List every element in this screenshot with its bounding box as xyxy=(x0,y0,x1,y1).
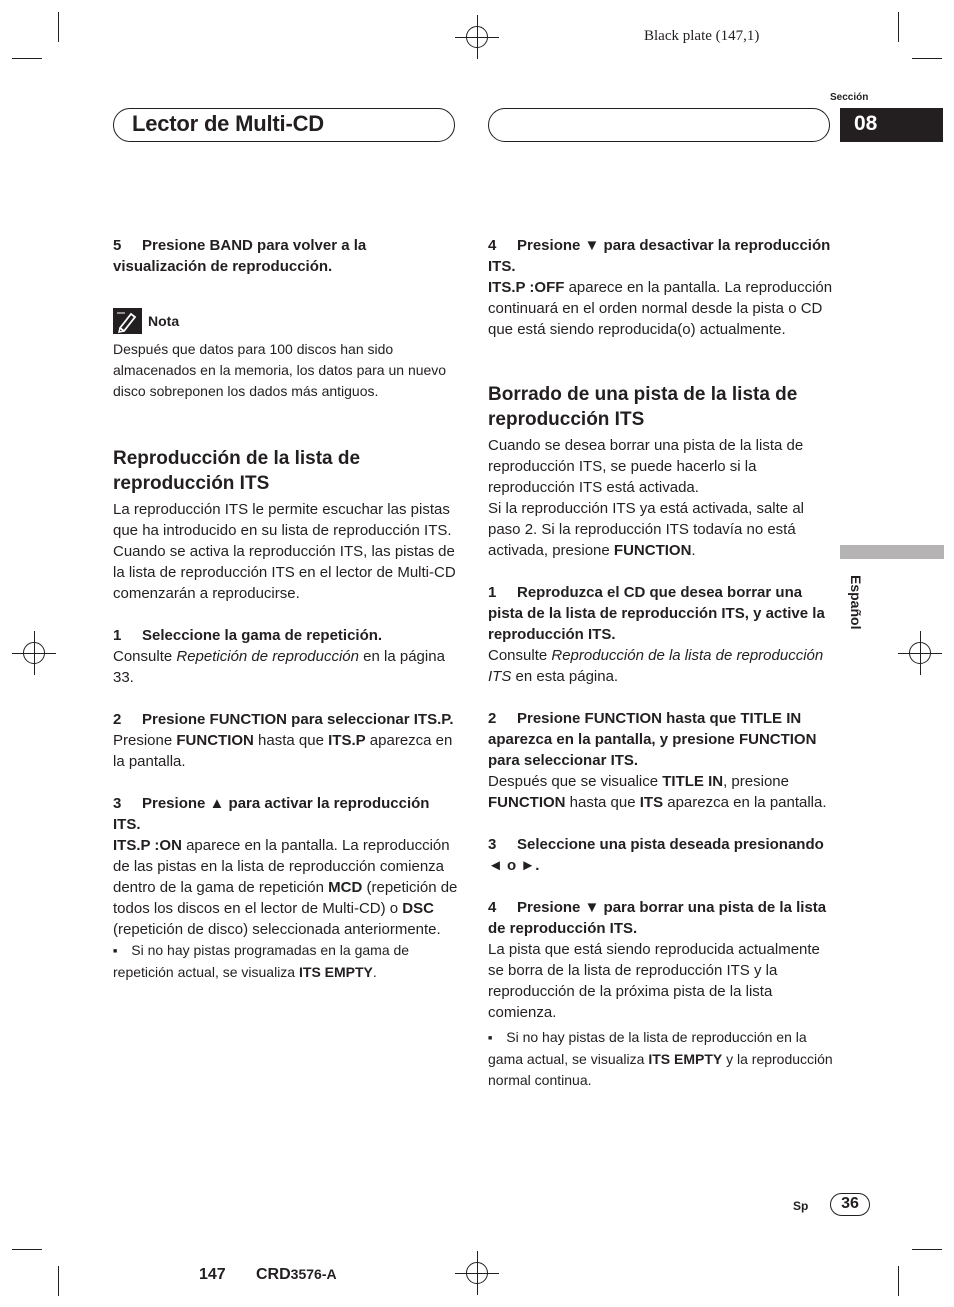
delete-intro-b: Si la reproducción ITS ya está activada, salte al paso 2. Si la reproducción ITS todavía no está activada, presione FUNCTION. xyxy=(488,500,804,559)
note-header xyxy=(113,308,459,334)
step-2: 2 Presione FUNCTION para seleccionar ITS.P. xyxy=(113,711,454,728)
step-2-body: Presione FUNCTION hasta que ITS.P aparezca en la pantalla. xyxy=(113,732,453,770)
delete-step-3: 3 Seleccione una pista deseada presionando ◄ o ►. xyxy=(488,836,824,874)
crop-mark xyxy=(12,1249,42,1250)
delete-step-1-body: Consulte Reproducción de la lista de reproducción ITS en esta página. xyxy=(488,647,824,685)
plate-page-number: 147 xyxy=(199,1266,226,1283)
crop-mark xyxy=(912,1249,942,1250)
language-tab-label: Español xyxy=(848,575,864,630)
model-code: CRD3576-A xyxy=(256,1266,337,1283)
section-number: 08 xyxy=(840,108,943,142)
page-number: 36 xyxy=(830,1193,870,1216)
crop-mark xyxy=(898,12,899,42)
step-1-body: Consulte Repetición de reproducción en la página 33. xyxy=(113,648,445,686)
step-1: 1 Seleccione la gama de repetición. xyxy=(113,627,383,644)
delete-intro-a: Cuando se desea borrar una pista de la lista de reproducción ITS, se puede hacerlo si la reproducción ITS está activada. xyxy=(488,437,804,496)
section-label: Sección xyxy=(830,92,869,103)
intro-paragraph: La reproducción ITS le permite escuchar las pistas que ha introducido en su lista de reproducción ITS. Cuando se activa la reproducción ITS, las pistas de la lista de reproducción ITS en el lector de Multi-CD comenzarán a reproducirse. xyxy=(113,501,456,602)
plate-label: Black plate (147,1) xyxy=(644,28,760,44)
left-column xyxy=(113,235,459,983)
crop-mark xyxy=(898,1266,899,1296)
language-tab-bar xyxy=(840,545,944,559)
header-pill-right xyxy=(488,108,830,142)
delete-step-4: 4 Presione ▼ para borrar una pista de la lista de reproducción ITS. xyxy=(488,899,827,937)
step-5: 5 Presione BAND para volver a la visualización de reproducción. xyxy=(113,237,367,275)
delete-step-2-body: Después que se visualice TITLE IN, presione FUNCTION hasta que ITS aparezca en la pantalla. xyxy=(488,773,827,811)
registration-mark-right xyxy=(898,631,942,675)
pencil-note-icon xyxy=(113,308,142,334)
step-3: 3 Presione ▲ para activar la reproducción ITS. xyxy=(113,795,430,833)
registration-mark-left xyxy=(12,631,56,675)
note-label: Nota xyxy=(148,312,180,329)
chapter-title: Lector de Multi-CD xyxy=(132,111,324,136)
crop-mark xyxy=(912,58,942,59)
section-heading: Reproducción de la lista de reproducción ITS xyxy=(113,448,361,494)
step-3-body: ITS.P :ON aparece en la pantalla. La reproducción de las pistas en la lista de reproducción comienza dentro de la gama de repetición MCD (repetición de todos los discos en el lector de Multi-CD) o DSC (repetición de disco) seleccionada anteriormente. xyxy=(113,837,458,938)
crop-mark xyxy=(58,12,59,42)
delete-step-2: 2 Presione FUNCTION hasta que TITLE IN aparezca en la pantalla, y presione FUNCTION para seleccionar ITS. xyxy=(488,710,817,769)
registration-mark-bottom xyxy=(455,1251,499,1295)
step-3-bullet: ■ Si no hay pistas programadas en la gama de repetición actual, se visualiza ITS EMPTY. xyxy=(113,940,459,983)
step-4-disable-body: ITS.P :OFF aparece en la pantalla. La reproducción continuará en el orden normal desde la pista o CD que está siendo reproducida(o) actualmente. xyxy=(488,279,833,338)
language-code: Sp xyxy=(793,1199,809,1213)
registration-mark-top xyxy=(455,15,499,59)
right-column xyxy=(488,235,834,1091)
crop-mark xyxy=(58,1266,59,1296)
delete-step-1: 1 Reproduzca el CD que desea borrar una pista de la lista de reproducción ITS, y active la reproducción ITS. xyxy=(488,584,825,643)
note-text: Después que datos para 100 discos han sido almacenados en la memoria, los datos para un nuevo disco sobreponen los dados más antiguos. xyxy=(113,341,447,399)
section-heading-delete: Borrado de una pista de la lista de reproducción ITS xyxy=(488,384,798,430)
crop-mark xyxy=(12,58,42,59)
step-4-disable: 4 Presione ▼ para desactivar la reproducción ITS. xyxy=(488,237,831,275)
delete-step-4-body: La pista que está siendo reproducida actualmente se borra de la lista de reproducción ITS y la reproducción de la próxima pista de la lista comienza. xyxy=(488,941,820,1021)
delete-step-4-bullet: ■ Si no hay pistas de la lista de reproducción en la gama actual, se visualiza ITS EMPTY y la reproducción normal continua. xyxy=(488,1027,834,1091)
